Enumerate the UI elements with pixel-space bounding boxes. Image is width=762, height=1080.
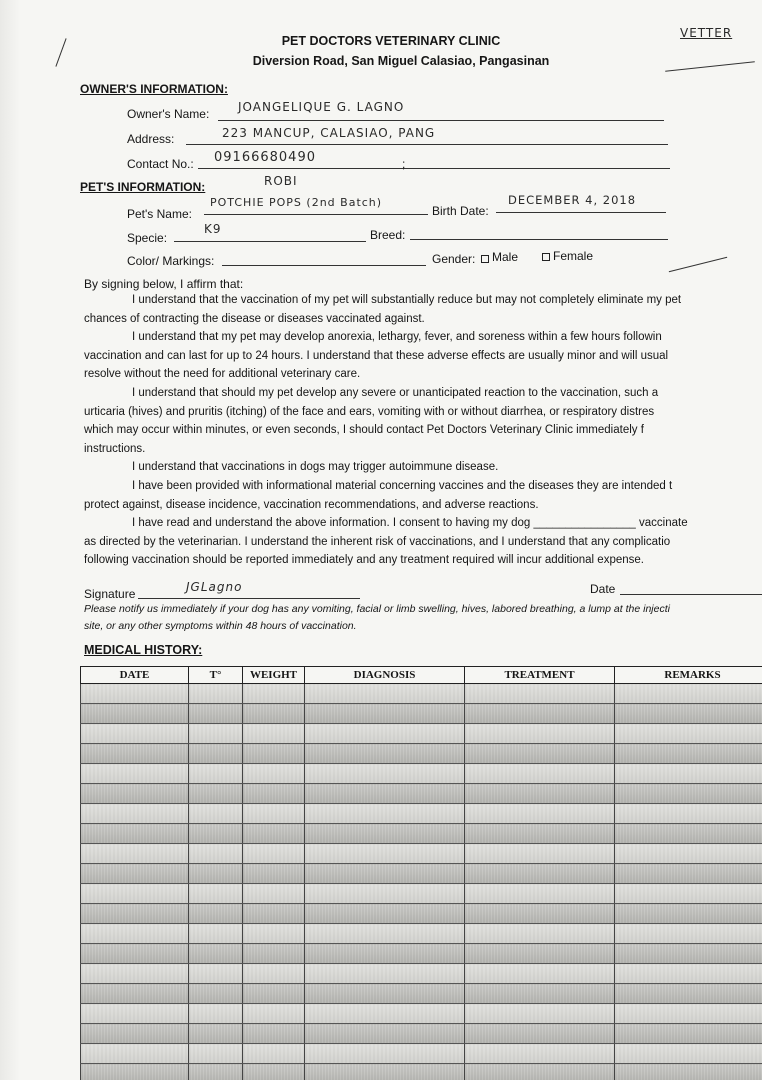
signature-value: JGLagno (186, 580, 243, 594)
specie-label: Specie: (127, 231, 168, 245)
consent-line: resolve without the need for additional veterinary care. (84, 368, 361, 381)
clinic-name: PET DOCTORS VETERINARY CLINIC (281, 34, 501, 48)
table-cell[interactable] (243, 964, 305, 984)
table-cell[interactable] (465, 984, 615, 1004)
table-cell[interactable] (189, 924, 243, 944)
table-cell[interactable] (305, 964, 465, 984)
table-cell[interactable] (615, 844, 762, 864)
table-cell[interactable] (81, 744, 189, 764)
column-header-date: DATE (81, 667, 189, 684)
table-cell[interactable] (465, 824, 615, 844)
table-cell[interactable] (615, 924, 762, 944)
consent-line: which may occur within minutes, or even seconds, I should contact Pet Doctors Veterinary Clinic immediately f (84, 424, 644, 437)
table-cell[interactable] (615, 904, 762, 924)
table-cell[interactable] (305, 724, 465, 744)
post-vaccination-notice (84, 601, 762, 634)
table-cell[interactable] (615, 1004, 762, 1024)
table-row (81, 844, 762, 864)
owner-address-line (186, 144, 668, 145)
table-cell[interactable] (305, 1064, 465, 1080)
gender-label: Gender: (432, 252, 476, 266)
color-markings-label: Color/ Markings: (127, 254, 215, 268)
table-cell[interactable] (243, 924, 305, 944)
table-row (81, 1064, 762, 1080)
specie-value: K9 (204, 222, 222, 236)
table-cell[interactable] (81, 804, 189, 824)
table-cell[interactable] (243, 1024, 305, 1044)
table-cell[interactable] (305, 764, 465, 784)
table-cell[interactable] (81, 1044, 189, 1064)
birth-date-value: DECEMBER 4, 2018 (508, 193, 637, 207)
scan-shadow (0, 0, 20, 1080)
consent-statements (84, 291, 762, 570)
pet-name-value: POTCHIE POPS (2nd Batch) (210, 196, 383, 209)
table-cell[interactable] (243, 884, 305, 904)
table-cell[interactable] (305, 704, 465, 724)
table-row (81, 804, 762, 824)
signature-line (138, 598, 360, 599)
table-row (81, 944, 762, 964)
table-row (81, 764, 762, 784)
table-cell[interactable] (465, 864, 615, 884)
table-row (81, 824, 762, 844)
owner-section-heading: OWNER'S INFORMATION: (80, 82, 228, 96)
table-cell[interactable] (243, 704, 305, 724)
table-cell[interactable] (81, 944, 189, 964)
consent-line: as directed by the veterinarian. I understand the inherent risk of vaccinations, and I understand that any complicatio (84, 535, 671, 548)
notice-line-1: Please notify us immediately if your dog has any vomiting, facial or limb swelling, hives, labored breathing, a lump at the injecti (84, 603, 670, 615)
table-cell[interactable] (615, 1044, 762, 1064)
consent-line: urticaria (hives) and pruritis (itching) of the face and ears, vomiting with or without diarrhea, or respiratory distres (84, 405, 655, 418)
table-cell[interactable] (189, 784, 243, 804)
table-cell[interactable] (243, 984, 305, 1004)
owner-name-line (218, 120, 664, 121)
consent-line: I have been provided with informational material concerning vaccines and the diseases they are intended t (132, 479, 673, 492)
table-cell[interactable] (81, 964, 189, 984)
table-cell[interactable] (189, 684, 243, 704)
table-cell[interactable] (465, 884, 615, 904)
table-cell[interactable] (305, 1024, 465, 1044)
pet-name-label: Pet's Name: (127, 207, 192, 221)
consent-line: instructions. (84, 442, 146, 455)
table-cell[interactable] (615, 804, 762, 824)
table-cell[interactable] (465, 1024, 615, 1044)
table-cell[interactable] (243, 724, 305, 744)
table-cell[interactable] (305, 924, 465, 944)
table-cell[interactable] (465, 1004, 615, 1024)
table-cell[interactable] (615, 864, 762, 884)
table-cell[interactable] (81, 784, 189, 804)
medical-history-rows (81, 684, 762, 1080)
consent-line: I have read and understand the above information. I consent to having my dog ________________ vaccinate (132, 517, 688, 530)
table-cell[interactable] (615, 884, 762, 904)
owner-address-value: 223 MANCUP, CALASIAO, PANG (222, 126, 436, 140)
signature-label: Signature (84, 587, 136, 601)
contact-value: 09166680490 (214, 150, 316, 165)
table-cell[interactable] (189, 1024, 243, 1044)
table-cell[interactable] (243, 944, 305, 964)
table-cell[interactable] (615, 1064, 762, 1080)
table-cell[interactable] (189, 1044, 243, 1064)
table-row (81, 964, 762, 984)
table-row (81, 1044, 762, 1064)
table-cell[interactable] (465, 1064, 615, 1080)
medical-history-heading: MEDICAL HISTORY: (84, 643, 203, 657)
gender-pen-stroke (669, 257, 727, 272)
table-cell[interactable] (615, 984, 762, 1004)
female-label: Female (553, 249, 594, 263)
table-cell[interactable] (81, 904, 189, 924)
table-cell[interactable] (465, 764, 615, 784)
table-cell[interactable] (243, 824, 305, 844)
table-cell[interactable] (465, 844, 615, 864)
table-row (81, 884, 762, 904)
owner-name-label: Owner's Name: (127, 107, 210, 121)
table-cell[interactable] (615, 1024, 762, 1044)
table-cell[interactable] (465, 1044, 615, 1064)
table-cell[interactable] (615, 944, 762, 964)
table-cell[interactable] (189, 824, 243, 844)
table-cell[interactable] (243, 1004, 305, 1024)
table-cell[interactable] (615, 744, 762, 764)
table-cell[interactable] (615, 684, 762, 704)
table-cell[interactable] (615, 964, 762, 984)
consent-line: protect against, disease incidence, vaccination recommendations, and adverse reactions. (84, 498, 539, 511)
table-cell[interactable] (189, 984, 243, 1004)
table-cell[interactable] (81, 924, 189, 944)
table-cell[interactable] (243, 904, 305, 924)
female-checkbox[interactable] (542, 253, 550, 261)
table-cell[interactable] (465, 944, 615, 964)
table-cell[interactable] (305, 1044, 465, 1064)
corner-handwritten-mark: VETTER (680, 26, 733, 40)
table-cell[interactable] (243, 844, 305, 864)
table-cell[interactable] (189, 764, 243, 784)
table-cell[interactable] (81, 884, 189, 904)
table-cell[interactable] (189, 884, 243, 904)
table-cell[interactable] (189, 964, 243, 984)
table-row (81, 984, 762, 1004)
birth-date-label: Birth Date: (432, 204, 489, 218)
table-cell[interactable] (81, 764, 189, 784)
specie-line (174, 241, 366, 242)
color-markings-line (222, 265, 426, 266)
table-cell[interactable] (465, 804, 615, 824)
table-cell[interactable] (243, 784, 305, 804)
table-cell[interactable] (305, 864, 465, 884)
table-row (81, 744, 762, 764)
table-cell[interactable] (81, 984, 189, 1004)
table-cell[interactable] (243, 804, 305, 824)
table-cell[interactable] (305, 884, 465, 904)
breed-label: Breed: (370, 228, 406, 242)
table-row (81, 864, 762, 884)
male-label: Male (492, 250, 519, 264)
consent-line: chances of contracting the disease or diseases vaccinated against. (84, 312, 425, 325)
table-cell[interactable] (305, 684, 465, 704)
consent-line: I understand that the vaccination of my pet will substantially reduce but may not completely eliminate my pet (132, 294, 682, 306)
table-cell[interactable] (305, 1004, 465, 1024)
table-cell[interactable] (189, 1004, 243, 1024)
table-cell[interactable] (615, 824, 762, 844)
table-cell[interactable] (189, 864, 243, 884)
table-row (81, 704, 762, 724)
table-cell[interactable] (305, 824, 465, 844)
table-cell[interactable] (243, 764, 305, 784)
table-cell[interactable] (465, 924, 615, 944)
table-cell[interactable] (189, 904, 243, 924)
table-cell[interactable] (305, 804, 465, 824)
table-row (81, 904, 762, 924)
column-header-diagnosis: DIAGNOSIS (305, 667, 465, 684)
table-row (81, 1004, 762, 1024)
table-cell[interactable] (243, 864, 305, 884)
table-cell[interactable] (615, 764, 762, 784)
owner-address-label: Address: (127, 132, 175, 146)
table-cell[interactable] (81, 844, 189, 864)
pet-nickname-value: ROBI (264, 174, 298, 188)
owner-name-value: JOANGELIQUE G. LAGNO (238, 100, 405, 114)
table-cell[interactable] (189, 804, 243, 824)
contact-line (198, 168, 670, 169)
pet-section-heading: PET'S INFORMATION: (80, 180, 206, 194)
table-cell[interactable] (81, 1004, 189, 1024)
table-cell[interactable] (81, 704, 189, 724)
table-cell[interactable] (189, 1064, 243, 1080)
table-cell[interactable] (465, 904, 615, 924)
table-cell[interactable] (305, 984, 465, 1004)
table-cell[interactable] (243, 744, 305, 764)
table-cell[interactable] (189, 844, 243, 864)
medical-history-table (80, 666, 762, 1080)
table-cell[interactable] (189, 944, 243, 964)
column-header-treatment: TREATMENT (465, 667, 615, 684)
table-row (81, 924, 762, 944)
table-cell[interactable] (81, 684, 189, 704)
table-row (81, 684, 762, 704)
notice-line-2: site, or any other symptoms within 48 hours of vaccination. (84, 619, 357, 632)
table-cell[interactable] (305, 844, 465, 864)
date-line (620, 594, 762, 595)
pet-name-line (204, 214, 428, 215)
table-cell[interactable] (615, 784, 762, 804)
table-cell[interactable] (465, 724, 615, 744)
column-header-remarks: REMARKS (615, 667, 762, 684)
table-cell[interactable] (81, 864, 189, 884)
breed-line (410, 239, 668, 240)
table-cell[interactable] (465, 704, 615, 724)
table-cell[interactable] (243, 1044, 305, 1064)
table-header-row (81, 667, 762, 684)
column-header-temperature: T° (189, 667, 243, 684)
table-cell[interactable] (81, 824, 189, 844)
table-cell[interactable] (615, 724, 762, 744)
consent-line: I understand that my pet may develop anorexia, lethargy, fever, and soreness within a few hours followin (132, 331, 662, 344)
consent-intro: By signing below, I affirm that: (84, 277, 244, 291)
male-checkbox[interactable] (481, 255, 489, 263)
clinic-address: Diversion Road, San Miguel Calasiao, Pangasinan (252, 54, 550, 68)
table-cell[interactable] (81, 1064, 189, 1080)
table-cell[interactable] (81, 724, 189, 744)
table-cell[interactable] (189, 744, 243, 764)
table-row (81, 724, 762, 744)
birth-date-line (496, 212, 666, 213)
table-cell[interactable] (465, 684, 615, 704)
consent-line: I understand that vaccinations in dogs may trigger autoimmune disease. (132, 461, 499, 474)
contact-label: Contact No.: (127, 157, 194, 171)
table-cell[interactable] (305, 904, 465, 924)
table-row (81, 1024, 762, 1044)
column-header-weight: WEIGHT (243, 667, 305, 684)
table-row (81, 784, 762, 804)
consent-line: following vaccination should be reported immediately and any treatment required will incur additional expense. (84, 554, 644, 567)
date-label: Date (590, 582, 616, 596)
table-cell[interactable] (189, 724, 243, 744)
consent-line: I understand that should my pet develop any severe or unanticipated reaction to the vaccination, such a (132, 386, 659, 399)
table-cell[interactable] (305, 744, 465, 764)
table-cell[interactable] (465, 964, 615, 984)
contact-separator: ; (402, 157, 406, 171)
table-cell[interactable] (465, 784, 615, 804)
table-cell[interactable] (305, 944, 465, 964)
consent-line: vaccination and can last for up to 24 hours. I understand that these adverse effects are usually minor and will usual (84, 349, 669, 362)
table-cell[interactable] (243, 684, 305, 704)
table-cell[interactable] (243, 1064, 305, 1080)
table-cell[interactable] (305, 784, 465, 804)
table-cell[interactable] (81, 1024, 189, 1044)
table-cell[interactable] (615, 704, 762, 724)
table-cell[interactable] (465, 744, 615, 764)
table-cell[interactable] (189, 704, 243, 724)
